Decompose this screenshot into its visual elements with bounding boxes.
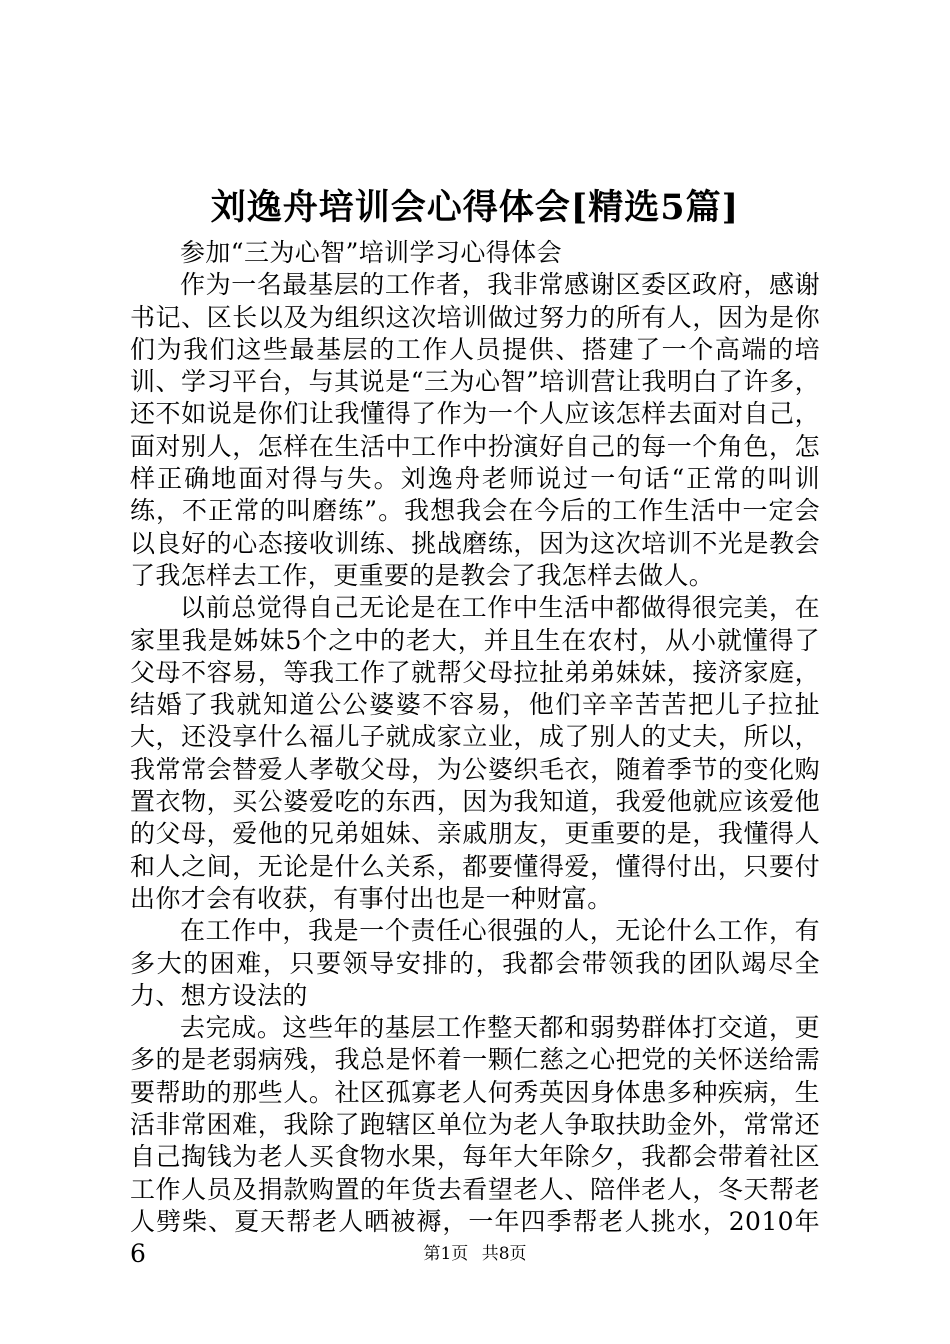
paragraph: 在工作中，我是一个责任心很强的人，无论什么工作，有多大的困难，只要领导安排的，我都会带领我的团队竭尽全力、想方设法的 bbox=[130, 916, 820, 1010]
page-total: 共8页 bbox=[481, 1244, 527, 1264]
document-title: 刘逸舟培训会心得体会[精选5篇] bbox=[210, 187, 740, 228]
page-footer bbox=[0, 1243, 950, 1265]
paragraph: 以前总觉得自己无论是在工作中生活中都做得很完美，在家里我是姊妹5个之中的老大，并且生在农村，从小就懂得了父母不容易，等我工作了就帮父母拉扯弟弟妹妹，接济家庭，结婚了我就知道公公婆婆不容易，他们辛辛苦苦把儿子拉扯大，还没享什么福儿子就成家立业，成了别人的丈夫，所以，我常常会替爱人孝敬父母，为公婆织毛衣，随着季节的变化购置衣物，买公婆爱吃的东西，因为我知道，我爱他就应该爱他的父母，爱他的兄弟姐妹、亲戚朋友，更重要的是，我懂得人和人之间，无论是什么关系，都要懂得爱，懂得付出，只要付出你才会有收获，有事付出也是一种财富。 bbox=[130, 593, 820, 913]
paragraph-subtitle: 参加“三为心智”培训学习心得体会 bbox=[180, 238, 562, 267]
page-number: 第1页 bbox=[423, 1244, 469, 1264]
paragraph: 作为一名最基层的工作者，我非常感谢区委区政府，感谢书记、区长以及为组织这次培训做过努力的所有人，因为是你们为我们这些最基层的工作人员提供、搭建了一个高端的培训、学习平台，与其说是“三为心智”培训营让我明白了许多，还不如说是你们让我懂得了作为一个人应该怎样去面对自己，面对别人，怎样在生活中工作中扮演好自己的每一个角色，怎样正确地面对得与失。刘逸舟老师说过一句话“正常的叫训练，不正常的叫磨练”。我想我会在今后的工作生活中一定会以良好的心态接收训练、挑战磨练，因为这次培训不光是教会了我怎样去工作，更重要的是教会了我怎样去做人。 bbox=[130, 270, 820, 590]
document-body bbox=[130, 237, 820, 1271]
paragraph: 去完成。这些年的基层工作整天都和弱势群体打交道，更多的是老弱病残，我总是怀着一颗仁慈之心把党的关怀送给需要帮助的那些人。社区孤寡老人何秀英因身体患多种疾病，生活非常困难，我除了跑辖区单位为老人争取扶助金外，常常还自己掏钱为老人买食物水果，每年大年除夕，我都会带着社区工作人员及捐款购置的年货去看望老人、陪伴老人，冬天帮老人劈柴、夏天帮老人晒被褥，一年四季帮老人挑水，2010年6 bbox=[130, 1013, 820, 1269]
